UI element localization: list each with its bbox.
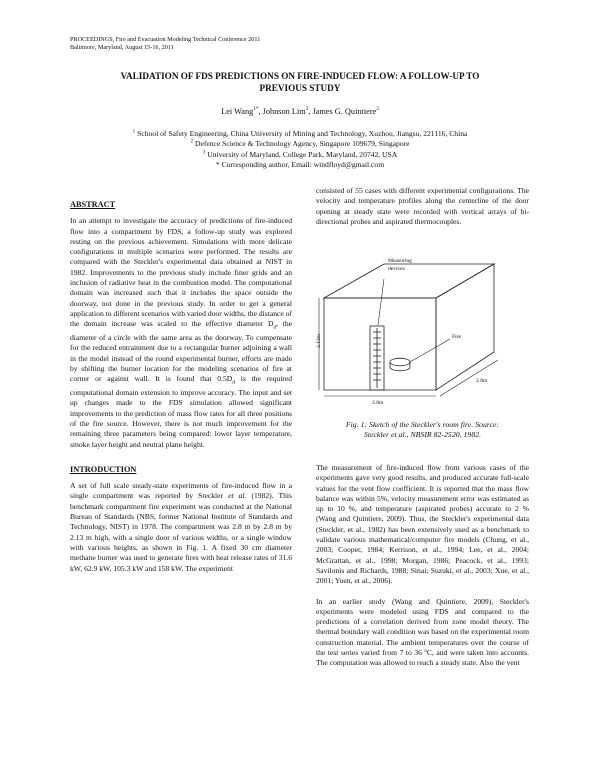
paper-title — [60, 70, 540, 94]
right-paragraph-3: In an earlier study (Wang and Quintiere, 2009), Steckler's experiments were modeled using FDS and compared to the predictions of a correlation derived from zone model theory. The thermal boundary wall condition was based on the experimental room construction material. The ambient temperatures over the course of the test series varied from 7 to 36 ºC, and were taken into accounts. The computation was allowed to reach a steady state. Also the vent — [316, 596, 529, 668]
burner-top — [390, 358, 410, 366]
right-paragraph-1: consisted of 55 cases with different experimental configurations. The velocity and temperature profiles along the centerline of the door opening at steady state were recorded with vertical arrays of bi-directional probes and aspirated thermocouples. — [316, 186, 529, 226]
author-1: Lei Wang — [221, 107, 254, 116]
affiliation-3: $^3$ University of Maryland, College Park, Maryland, 20742, USA — [202, 149, 398, 159]
affiliation-1: $^1$ School of Safety Engineering, China University of Mining and Technology, Xuzhou, Jiangsu, 221116, China — [132, 128, 468, 138]
introduction-text: A set of full scale steady-state experiments of fire-induced flow in a single compartment was reported by Steckler et al. (1982). This benchmark compartment fire experiment was conducted at the National Bureau of Standards (NBS, former National Institute of Standards and Technology, NIST) in 1978. The compartment was 2.8 m by 2.8 m by 2.13 m high, with a single door of various widths, or a single window with various heights, as shown in Fig. 1. A fixed 30 cm diameter methane burner was used to generate fires with heat release rates of 31.6 kW, 62.9 kW, 105.3 kW and 158 kW. The experiment — [70, 481, 293, 573]
label-fire: Fire — [452, 334, 462, 340]
affiliation-2: $^2$ Defence Science & Technology Agency, Singapore 109679, Singapore — [190, 138, 410, 149]
author-list — [60, 106, 540, 117]
room-right-face — [436, 264, 494, 390]
caption-line-1: Fig. 1: Sketch of the Steckler's room fire. Source: — [345, 420, 500, 429]
label-measuring: Measuring — [388, 258, 412, 264]
room-fire-sketch — [316, 248, 529, 410]
introduction-heading: INTRODUCTION — [70, 464, 137, 474]
label-devices: devices — [388, 266, 405, 272]
header-line-1: PROCEEDINGS, Fire and Evacuation Modeling Technical Conference 2011 — [70, 36, 261, 43]
right-column-bottom — [316, 463, 529, 669]
running-header — [70, 36, 260, 52]
figure-caption — [316, 420, 529, 440]
fire-leader — [410, 339, 450, 362]
author-2-marker: 2 — [305, 106, 309, 113]
corresponding-author: * Corresponding author, Email: windfloyd@gmail.com — [215, 159, 385, 169]
label-height: 2.13m — [316, 333, 322, 348]
affiliations — [60, 129, 540, 170]
abstract-heading: ABSTRACT — [70, 200, 116, 209]
header-line-2: Baltimore, Maryland, August 15-16, 2011 — [70, 44, 174, 51]
abstract-text: In an attempt to investigate the accuracy of predictions of fire-induced flow into a compartment by FDS, a follow-up study was explored resting on the previous achievement. Simulations with more delicate configurations in multiple scenarios were performed. The results are compared with the Steckler's experimental data obtained at NIST in 1982. Improvements to the previous study include finer grids and an inclusion of radiative heat in the combustion model. The computational domain was increased such that it includes the space outside the doorway, not done in the previous study. In order to get a general application to different scenarios with varied door widths, the distance of the domain increase was scaled to the effective diameter $D_d$, the diameter of a circle with the same area as the doorway. To compensate for the reduced entrainment due to a rectangular burner adjoining a wall in the model instead of the round experimental burner, efforts are made by shifting the burner location for the modeling scenarios of fire at corner or against wall. It is found that $0.5D_d$ is the required computational domain extension to improve accuracy. The input and set up changes made to the FDS simulation allowed significant improvements to the prediction of mass flow rates for all three positions of the fire source. However, there is not much improvement for the remaining three parameters being compared: lower layer temperature, smoke layer height and neutral plane height. — [70, 216, 293, 449]
title-line-1: VALIDATION OF FDS PREDICTIONS ON FIRE-INDUCED FLOW: A FOLLOW-UP TO — [120, 71, 480, 81]
author-2: , Johnson Lim — [258, 107, 306, 116]
author-3-marker: 3 — [376, 106, 379, 113]
author-3: , James G. Quintiere — [308, 107, 377, 116]
author-1-marker: 1* — [253, 106, 259, 113]
devices-leader — [378, 279, 384, 325]
room-top-face — [324, 264, 494, 298]
right-paragraph-2: The measurement of fire-induced flow from various cases of the experiments gave very good results, and produced accurate full-scale values for the vent flow coefficient. It is reported that the mass flow balance was within 5%, velocity measurement error was estimated as up to 10 %, and temperature (aspirated probes) accurate to 2 % (Wang and Quintiere, 2009). Thus, the Steckler's experimental data (Steckler, et al., 1982) has been extensively used as a benchmark to validate various mathematical/computer fire models (Chung, et al., 2003; Cooper, 1984; Kerrison, et al., 1994; Lee, et al., 2004; McGrattan, et al., 1998; Morgan, 1986; Peacock, et al., 1993; Savilonis and Richards, 1988; Sinai; Suzuki, et al., 2003; Xue, et al., 2001; Yuen, et al., 2006). — [316, 463, 529, 586]
left-column — [70, 200, 292, 574]
side-depth-dimension — [440, 360, 498, 396]
title-line-2: PREVIOUS STUDY — [259, 83, 341, 93]
right-column-top — [316, 186, 529, 227]
label-depth: 2.8m — [372, 400, 384, 406]
label-width: 2.8m — [476, 378, 488, 384]
burner-body — [390, 362, 410, 371]
caption-line-2: Steckler et al., NBSIR 82-2520, 1982. — [363, 430, 482, 439]
